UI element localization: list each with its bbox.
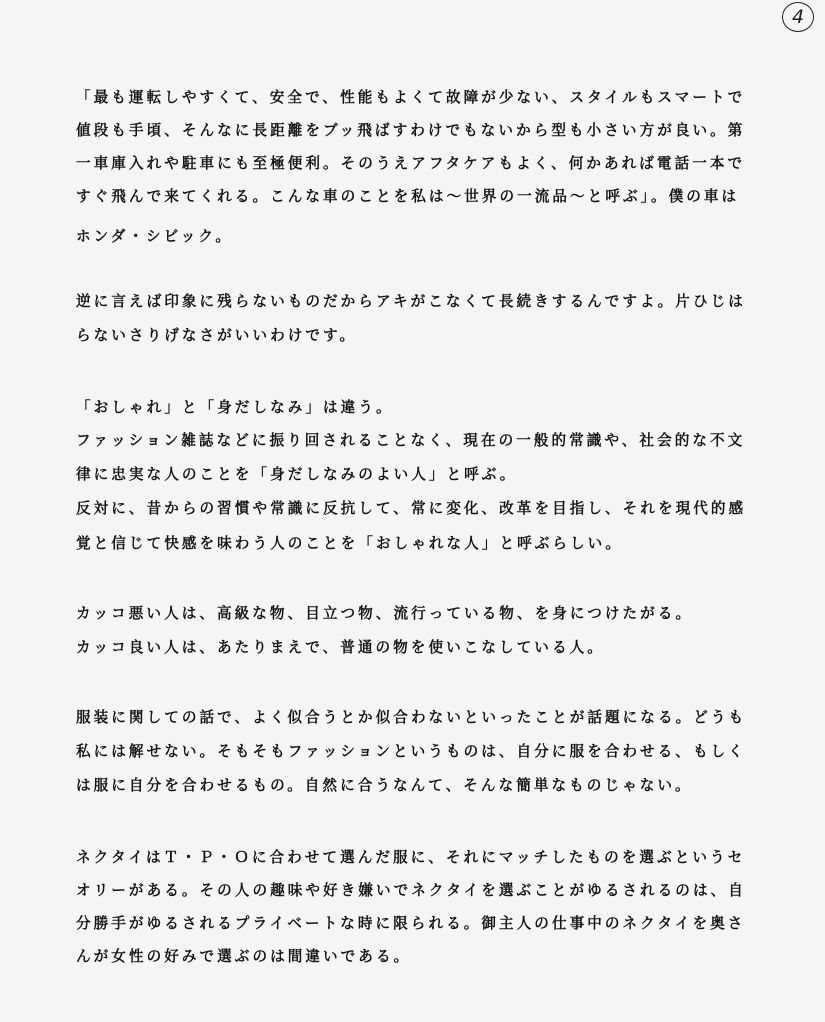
text-line: すぐ飛んで来てくれる。こんな車のことを私は〜世界の一流品〜と呼ぶ」。僕の車は bbox=[76, 188, 740, 205]
text-line: 一車庫入れや駐車にも至極便利。そのうえアフタケアもよく、何かあれば電話一本で bbox=[76, 155, 746, 172]
text-line: 反対に、昔からの習慣や常識に反抗して、常に変化、改革を目指し、それを現代的感 bbox=[76, 500, 747, 517]
text-line: 値段も手頃、そんなに長距離をブッ飛ばすわけでもないから型も小さい方が良い。第 bbox=[76, 122, 746, 139]
text-line: 律に忠実な人のことを「身だしなみのよい人」と呼ぶ。 bbox=[76, 466, 518, 483]
text-line: 逆に言えば印象に残らないものだからアキがこなくて長続きするんですよ。片ひじは bbox=[76, 293, 746, 310]
text-line: んが女性の好みで選ぶのは間違いである。 bbox=[76, 948, 412, 965]
text-line: カッコ良い人は、あたりまえで、普通の物を使いこなしている人。 bbox=[76, 639, 605, 656]
text-line: 分勝手がゆるされるプライベートな時に限られる。御主人の仕事中のネクタイを奥さ bbox=[76, 915, 746, 932]
page-number: 4 bbox=[782, 2, 814, 32]
text-line: オリーがある。その人の趣味や好き嫌いでネクタイを選ぶことがゆるされるのは、自 bbox=[76, 882, 746, 899]
text-line: らないさりげなさがいいわけです。 bbox=[76, 327, 358, 344]
text-line: ネクタイはＴ・Ｐ・Ｏに合わせて選んだ服に、それにマッチしたものを選ぶというセ bbox=[76, 849, 746, 866]
text-line: 「最も運転しやすくて、安全で、性能もよくて故障が少ない、スタイルもスマートで bbox=[76, 89, 746, 106]
text-line: カッコ悪い人は、高級な物、目立つ物、流行っている物、を身につけたがる。 bbox=[76, 605, 694, 622]
text-line: ホンダ・シビック。 bbox=[76, 228, 234, 245]
text-line: ファッション雑誌などに振り回されることなく、現在の一般的常識や、社会的な不文 bbox=[76, 432, 746, 449]
text-line: は服に自分を合わせるもの。自然に合うなんて、そんな簡単なものじゃない。 bbox=[76, 777, 693, 794]
text-line: 服装に関しての話で、よく似合うとか似合わないといったことが話題になる。どうも bbox=[76, 709, 747, 726]
text-line: 私には解せない。そもそもファッションというものは、自分に服を合わせる、もしく bbox=[76, 743, 746, 760]
text-line: 覚と信じて快感を味わう人のことを「おしゃれな人」と呼ぶらしい。 bbox=[76, 535, 623, 552]
text-line: 「おしゃれ」と「身だしなみ」は違う。 bbox=[76, 399, 394, 416]
